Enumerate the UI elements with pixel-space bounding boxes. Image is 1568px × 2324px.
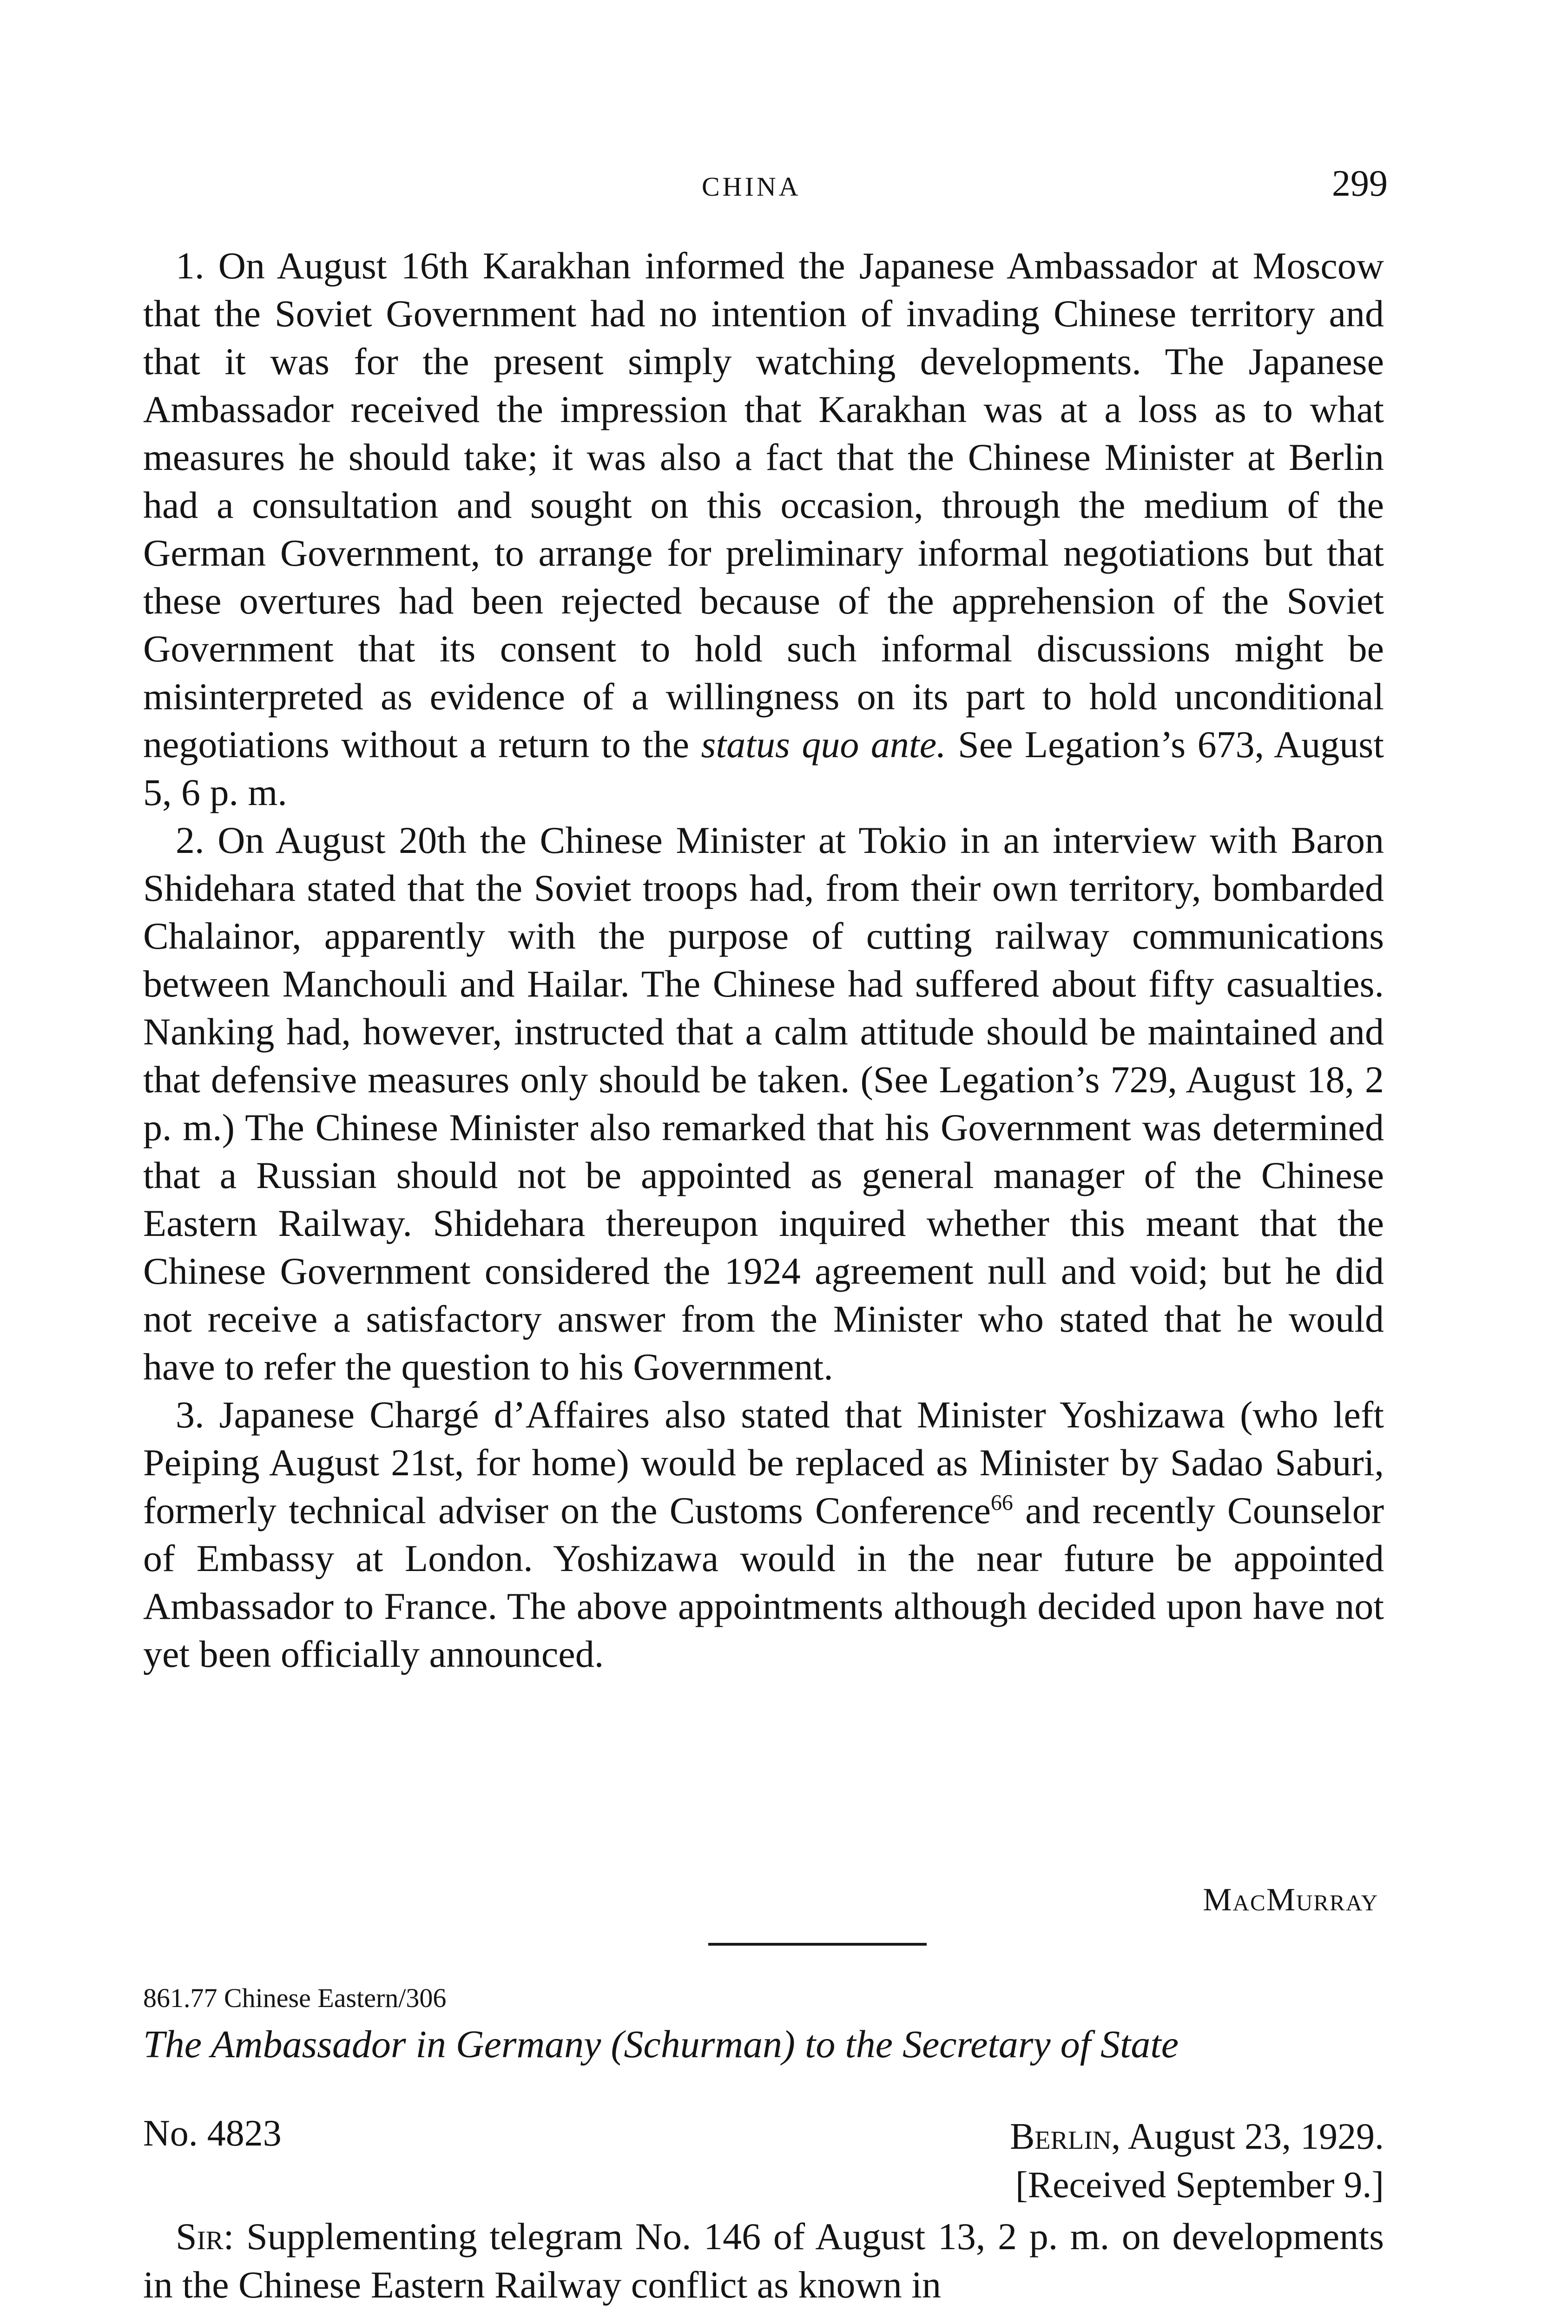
section-divider — [708, 1943, 927, 1946]
status-quo-ante: status quo ante. — [701, 723, 946, 766]
paragraph-3 — [143, 1391, 1384, 1678]
paragraph-1-tail: See Legation’s 673, August 5, 6 p. m. — [143, 723, 1384, 813]
paragraph-3-text-after: and recently Counselor of Embassy at London. Yoshizawa would in the near future be appointed Ambassador to France. The above appointments although decided upon have not yet been officially announced. — [143, 1489, 1384, 1675]
letter-opening — [143, 2212, 1384, 2309]
dateline — [897, 2113, 1384, 2209]
telegram-body — [143, 242, 1384, 1678]
paragraph-1-text: 1. On August 16th Karakhan informed the Japanese Ambassador at Moscow that the Soviet Government had no intention of invading Chinese territory and that it was for the present simply watching developments. The Japanese Ambassador received the impression that Karakhan was at a loss as to what measures he should take; it was also a fact that the Chinese Minister at Berlin had a consultation and sought on this occasion, through the medium of the German Government, to arrange for preliminary informal negotiations but that these overtures had been rejected because of the apprehension of the Soviet Government that its consent to hold such informal discussions might be misinterpreted as evidence of a willingness on its part to hold unconditional negotiations without a return to the — [143, 244, 1384, 766]
document-number: No. 4823 — [143, 2113, 282, 2154]
file-reference: 861.77 Chinese Eastern/306 — [143, 1983, 447, 2013]
page-number: 299 — [1332, 163, 1388, 204]
letter-opening-text: : Supplementing telegram No. 146 of August 13, 2 p. m. on developments in the Chinese Eastern Railway conflict as known in — [143, 2215, 1384, 2306]
dateline-line-1 — [897, 2113, 1384, 2161]
paragraph-1 — [143, 242, 1384, 816]
dateline-place: Berlin — [1010, 2116, 1112, 2157]
dateline-date: , August 23, 1929. — [1111, 2116, 1384, 2157]
salutation: Sir — [176, 2215, 224, 2258]
signature: MacMurray — [1203, 1882, 1378, 1918]
letter-body — [143, 2212, 1384, 2309]
document-heading: The Ambassador in Germany (Schurman) to the Secretary of State — [143, 2023, 1179, 2066]
paragraph-3-text-before: 3. Japanese Chargé d’Affaires also stated that Minister Yoshizawa (who left Peiping August 21st, for home) would be replaced as Minister by Sadao Saburi, formerly technical adviser on the Customs Conference — [143, 1393, 1384, 1532]
running-head: CHINA — [702, 172, 801, 202]
paragraph-2: 2. On August 20th the Chinese Minister at Tokio in an interview with Baron Shidehara stated that the Soviet troops had, from their own territory, bombarded Chalainor, apparently with the purpose of cutting railway communications between Manchouli and Hailar. The Chinese had suffered about fifty casualties. Nanking had, however, instructed that a calm attitude should be maintained and that defensive measures only should be taken. (See Legation’s 729, August 18, 2 p. m.) The Chinese Minister also remarked that his Government was determined that a Russian should not be appointed as general manager of the Chinese Eastern Railway. Shidehara thereupon inquired whether this meant that the Chinese Government considered the 1924 agreement null and void; but he did not receive a satisfactory answer from the Minister who stated that he would have to refer the question to his Government. — [143, 819, 1384, 1388]
footnote-reference: 66 — [990, 1490, 1013, 1515]
received-date: [Received September 9.] — [1015, 2165, 1384, 2205]
